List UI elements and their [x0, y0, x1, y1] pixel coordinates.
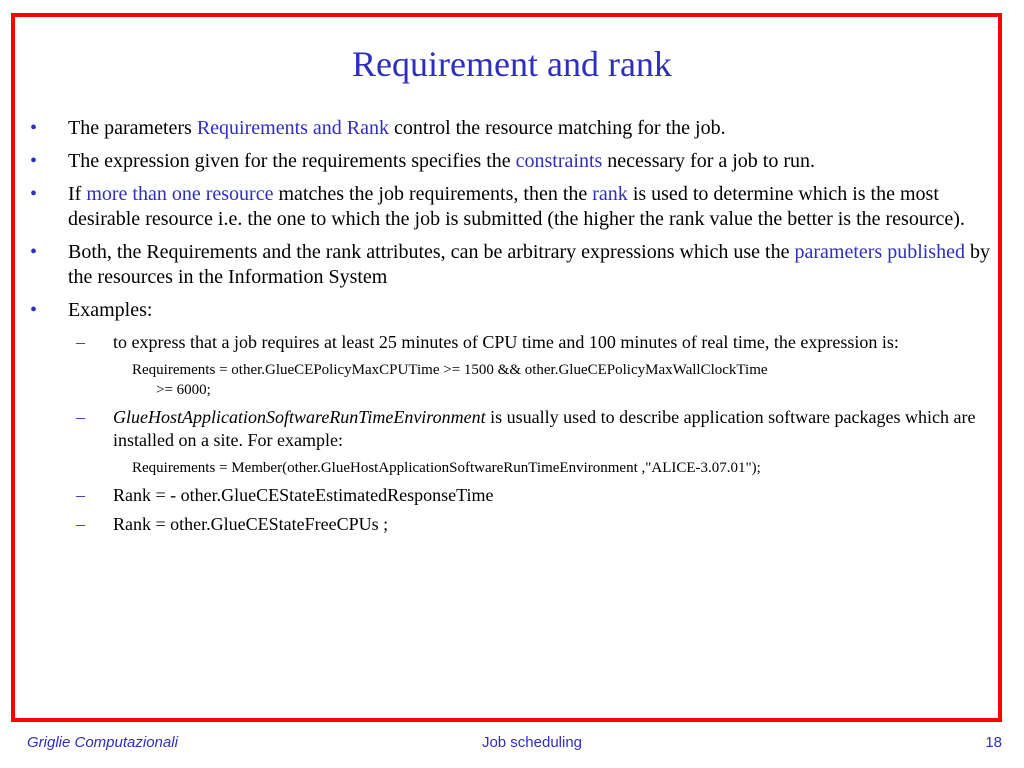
- footer-section-title: Job scheduling: [481, 734, 583, 751]
- slide-content: [30, 116, 1000, 542]
- example-cpu-time: [30, 331, 1000, 354]
- highlight-rank: rank: [592, 183, 628, 205]
- footer-page-number: 18: [985, 734, 1002, 751]
- bullet-text: Both, the Requirements and the rank attributes, can be arbitrary expressions which use the: [68, 241, 795, 263]
- bullet-dot: •: [30, 299, 38, 321]
- example-attribute-name: GlueHostApplicationSoftwareRunTimeEnvironment: [113, 407, 486, 427]
- bullet-dot: •: [30, 241, 38, 263]
- bullet-text: is used to determine which is the most desirable resource i.e. the one to which the job is submitted (the higher the rank value the better is the resource).: [68, 183, 965, 230]
- bullet-text: Examples:: [68, 299, 153, 321]
- bullet-text: matches the job requirements, then the: [273, 183, 593, 205]
- bullet-text: necessary for a job to run.: [602, 150, 816, 172]
- code-requirements-cpu: [30, 360, 1000, 400]
- bullet-dot: •: [30, 183, 38, 205]
- highlight-requirements-rank: Requirements and Rank: [196, 117, 390, 139]
- bullet-text: by the resources in the Information System: [68, 241, 990, 288]
- code-line: Requirements = Member(other.GlueHostApplicationSoftwareRunTimeEnvironment ,"ALICE-3.07.01");: [132, 460, 761, 476]
- bullet-rank: [30, 182, 1000, 232]
- example-text: Rank = - other.GlueCEStateEstimatedResponseTime: [113, 485, 494, 505]
- sub-bullet-dash: –: [76, 407, 85, 427]
- bullet-text: control the resource matching for the job.: [389, 117, 726, 139]
- bullet-text: The expression given for the requirements specifies the: [68, 150, 516, 172]
- example-rank-free-cpus: [30, 513, 1000, 536]
- sub-bullet-dash: –: [76, 485, 85, 505]
- bullet-parameters: [30, 116, 1000, 141]
- bullet-text: If: [68, 183, 87, 205]
- highlight-constraints: constraints: [515, 150, 603, 172]
- example-text: is usually used to describe application software packages which are installed on a site. For example:: [113, 407, 976, 450]
- sub-bullet-dash: –: [76, 514, 85, 534]
- bullet-constraints: [30, 149, 1000, 174]
- code-requirements-member: [30, 458, 1000, 478]
- footer-course-title: Griglie Computazionali: [27, 734, 178, 751]
- bullet-dot: •: [30, 150, 38, 172]
- highlight-more-than-one-resource: more than one resource: [86, 183, 274, 205]
- bullet-dot: •: [30, 117, 38, 139]
- example-software-env: [30, 406, 1000, 452]
- bullet-examples: [30, 298, 1000, 323]
- highlight-parameters-published: parameters published: [794, 241, 965, 263]
- example-text: Rank = other.GlueCEStateFreeCPUs ;: [113, 514, 389, 534]
- sub-bullet-dash: –: [76, 332, 85, 352]
- slide-title: Requirement and rank: [352, 44, 672, 84]
- example-rank-response-time: [30, 484, 1000, 507]
- example-text: to express that a job requires at least 25 minutes of CPU time and 100 minutes of real time, the expression is:: [113, 332, 899, 352]
- bullet-text: The parameters: [68, 117, 197, 139]
- code-line: Requirements = other.GlueCEPolicyMaxCPUTime >= 1500 && other.GlueCEPolicyMaxWallClockTime: [132, 362, 768, 378]
- code-line-continued: >= 6000;: [156, 382, 211, 398]
- bullet-expressions: [30, 240, 1000, 290]
